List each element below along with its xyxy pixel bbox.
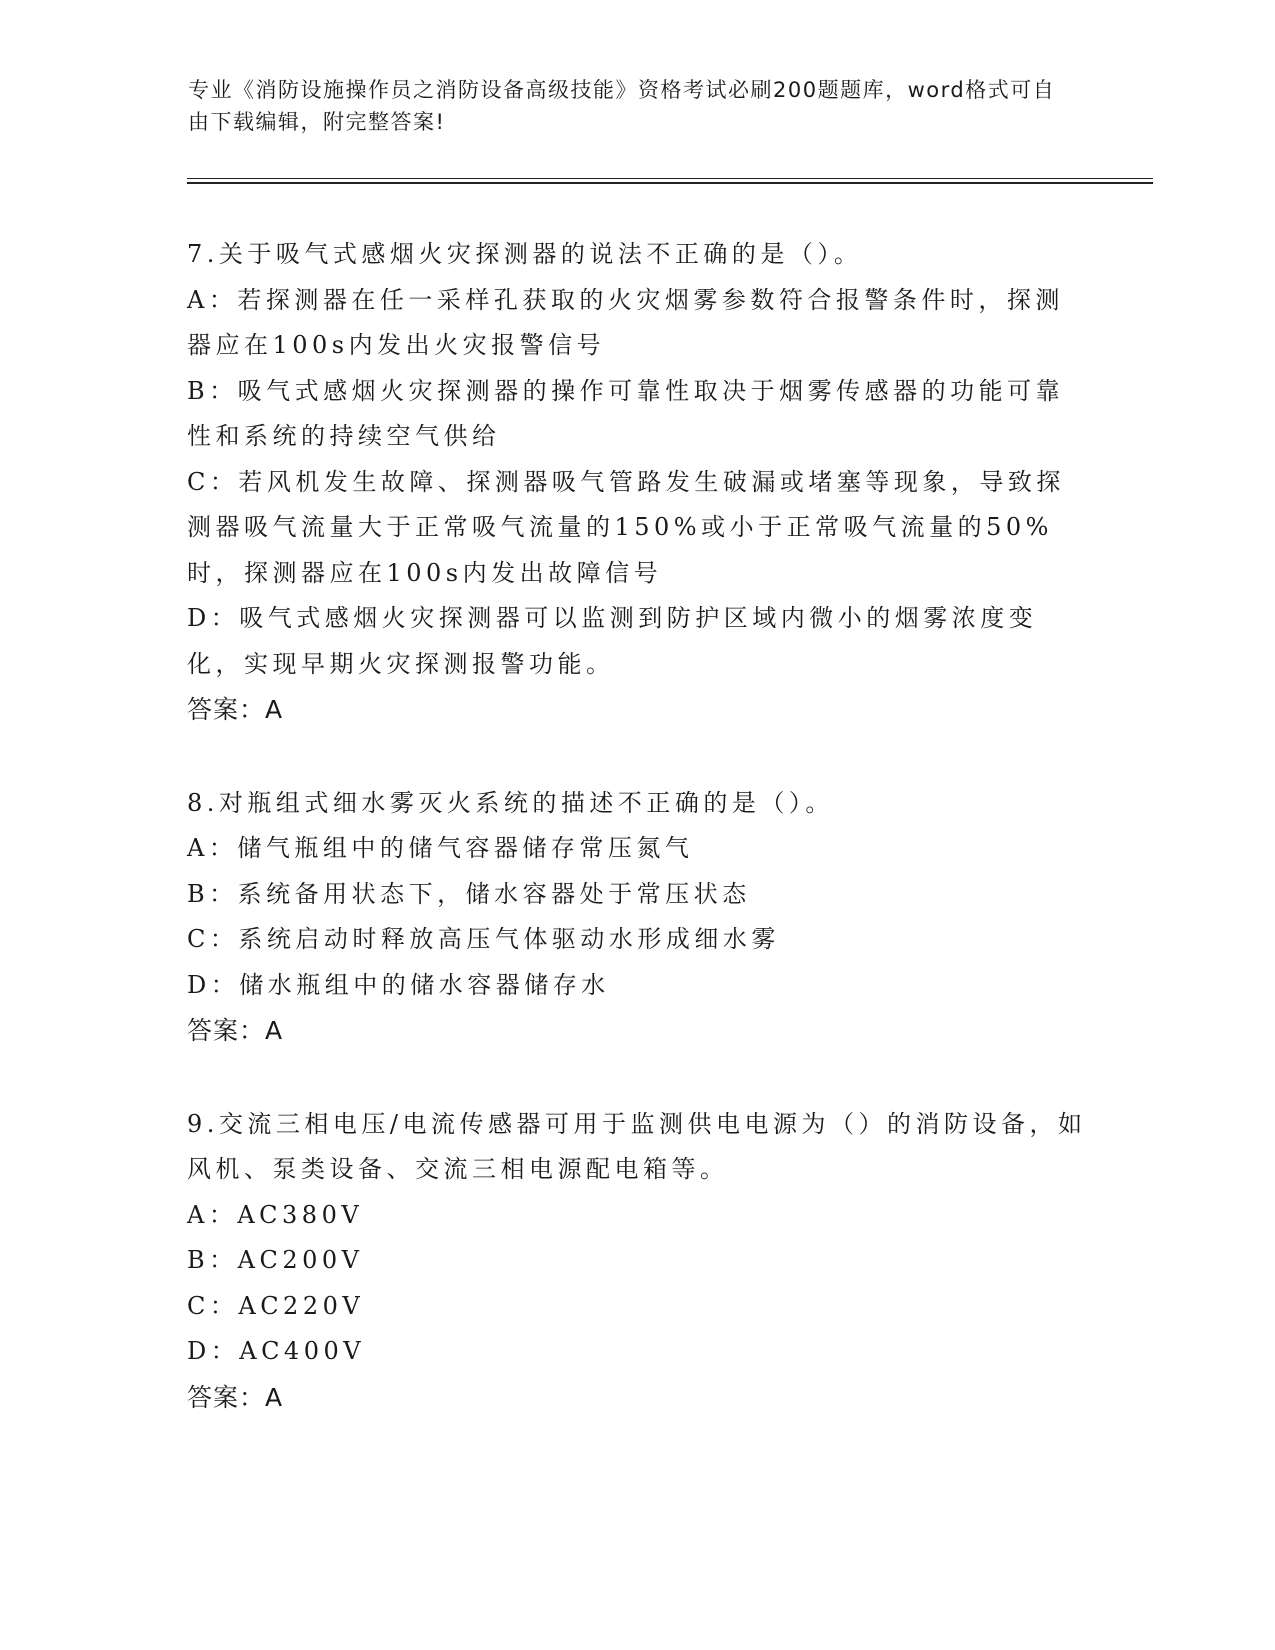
answer-text: 答案：A <box>187 1382 284 1412</box>
question-9 <box>187 1102 1087 1421</box>
option-d: D：吸气式感烟火灾探测器可以监测到防护区域内微小的烟雾浓度变化，实现早期火灾探测报警功能。 <box>187 604 1038 678</box>
question-stem: 8.对瓶组式细水雾灭火系统的描述不正确的是（）。 <box>187 788 834 817</box>
option-a: A：若探测器在任一采样孔获取的火灾烟雾参数符合报警条件时，探测器应在100s内发出火灾报警信号 <box>187 285 1064 359</box>
option-a: A：储气瓶组中的储气容器储存常压氮气 <box>187 834 694 862</box>
option-d: D：储水瓶组中的储水容器储存水 <box>187 970 610 999</box>
option-c: C：若风机发生故障、探测器吸气管路发生破漏或堵塞等现象，导致探测器吸气流量大于正常吸气流量的150%或小于正常吸气流量的50%时，探测器应在100s内发出故障信号 <box>187 467 1065 587</box>
question-stem: 9.交流三相电压/电流传感器可用于监测供电电源为（）的消防设备，如风机、泵类设备、交流三相电源配电箱等。 <box>187 1109 1087 1183</box>
question-8 <box>187 781 1087 1054</box>
option-b: B：吸气式感烟火灾探测器的操作可靠性取决于烟雾传感器的功能可靠性和系统的持续空气供给 <box>187 376 1065 450</box>
question-stem: 7.关于吸气式感烟火灾探测器的说法不正确的是（）。 <box>187 240 863 268</box>
option-a: A：AC380V <box>187 1200 364 1229</box>
question-list <box>187 232 1087 1468</box>
answer-text: 答案：A <box>187 695 284 724</box>
header-divider <box>187 178 1153 184</box>
option-d: D：AC400V <box>187 1337 366 1365</box>
option-b: B：AC200V <box>187 1246 364 1274</box>
option-c: C：系统启动时释放高压气体驱动水形成细水雾 <box>187 925 780 953</box>
option-b: B：系统备用状态下，储水容器处于常压状态 <box>187 879 751 908</box>
question-7 <box>187 232 1087 733</box>
document-header: 专业《消防设施操作员之消防设备高级技能》资格考试必刷200题题库，word格式可自由下载编辑，附完整答案! <box>188 78 1056 134</box>
option-c: C：AC220V <box>187 1291 365 1320</box>
answer-text: 答案：A <box>187 1016 284 1045</box>
